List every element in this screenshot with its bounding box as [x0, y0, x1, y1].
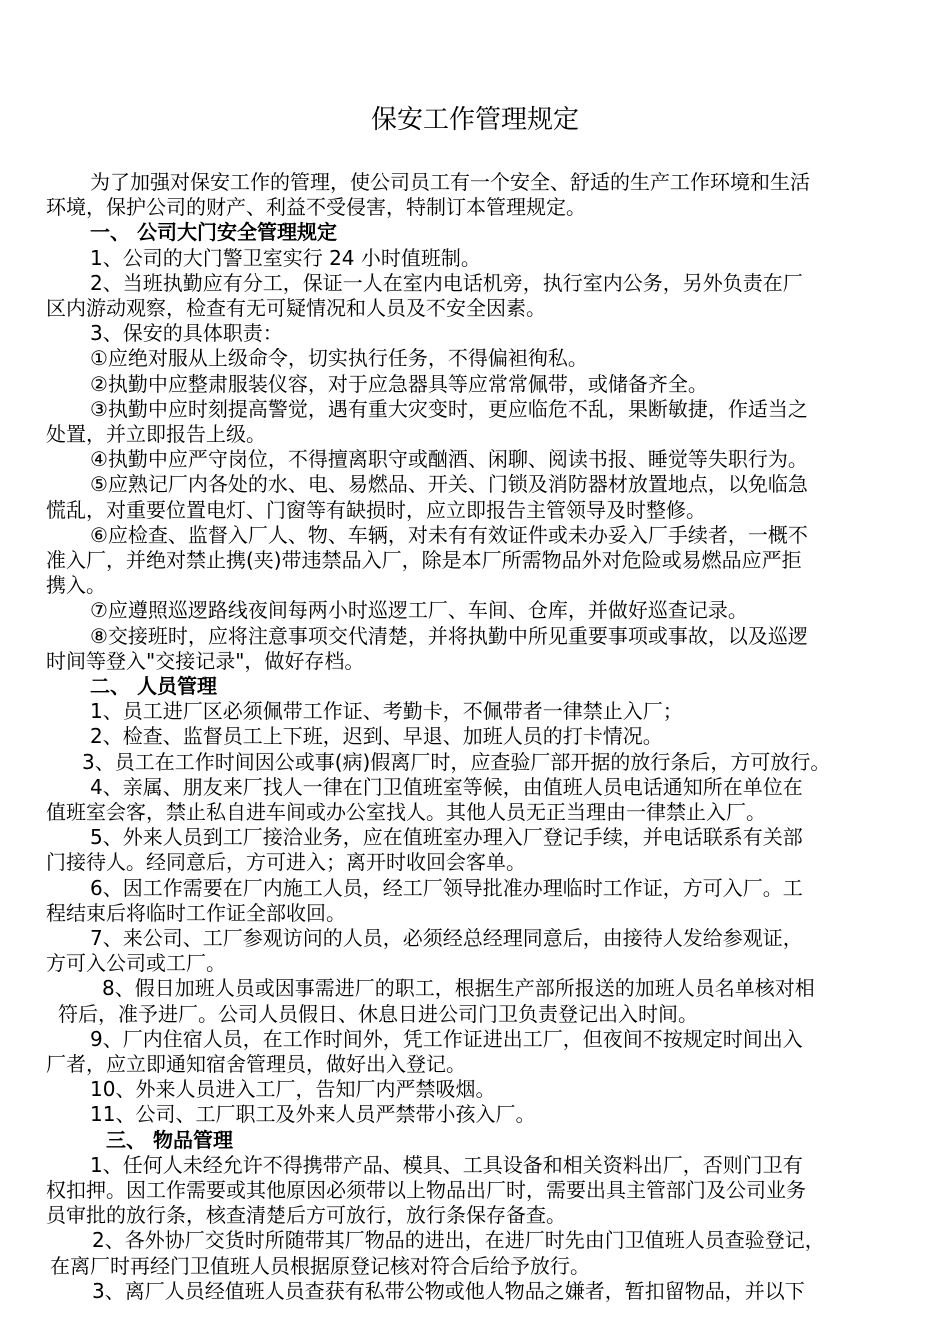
- text-line: 3、员工在工作时间因公或事(病)假离厂时，应查验厂部开据的放行条后，方可放行。: [82, 749, 831, 774]
- text-line: 程结束后将临时工作证全部收回。: [46, 900, 346, 925]
- text-line: ①应绝对服从上级命令，切实执行任务，不得偏袒徇私。: [90, 346, 588, 371]
- text-line: 携入。: [46, 573, 106, 598]
- text-line: ②执勤中应整肃服装仪容，对于应急器具等应常常佩带，或储备齐全。: [90, 371, 708, 396]
- text-line: 1、任何人未经允许不得携带产品、模具、工具设备和相关资料出厂，否则门卫有: [90, 1152, 803, 1177]
- text-line: 符后，准予进厂。公司人员假日、休息日进公司门卫负责登记出入时间。: [58, 1001, 698, 1026]
- text-line: ⑦应遵照巡逻路线夜间每两小时巡逻工厂、车间、仓库，并做好巡查记录。: [90, 598, 748, 623]
- document-title: 保安工作管理规定: [370, 105, 579, 135]
- text-line: 处置，并立即报告上级。: [46, 422, 266, 446]
- text-line: 门接待人。经同意后，方可进入；离开时收回会客单。: [46, 850, 526, 875]
- text-line: 7、来公司、工厂参观访问的人员，必须经总经理同意后，由接待人发给参观证，: [90, 926, 803, 950]
- text-line: 时间等登入"交接记录"，做好存档。: [46, 648, 365, 673]
- text-line: 慌乱，对重要位置电灯、门窗等有缺损时，应立即报告主管领导及时整修。: [46, 497, 706, 522]
- text-line: 环境，保护公司的财产、利益不受侵害，特制订本管理规定。: [46, 195, 586, 220]
- text-line: 3、保安的具体职责：: [90, 321, 283, 346]
- text-line: ⑥应检查、监督入厂人、物、车辆，对未有有效证件或未办妥入厂手续者，一概不: [90, 522, 808, 547]
- text-line: 11、公司、工厂职工及外来人员严禁带小孩入厂。: [90, 1102, 536, 1127]
- text-line: 方可入公司或工厂。: [46, 951, 226, 976]
- text-line: 5、外来人员到工厂接洽业务，应在值班室办理入厂登记手续，并电话联系有关部: [90, 825, 803, 850]
- section-heading: 一、 公司大门安全管理规定: [90, 220, 337, 245]
- text-line: 在离厂时再经门卫值班人员根据原登记核对符合后给予放行。: [50, 1253, 590, 1278]
- text-line: 1、员工进厂区必须佩带工作证、考勤卡，不佩带者一律禁止入厂；: [90, 699, 683, 724]
- text-line: 为了加强对保安工作的管理，使公司员工有一个安全、舒适的生产工作环境和生活: [90, 170, 810, 194]
- text-line: 4、亲属、朋友来厂找人一律在门卫值班室等候，由值班人员电话通知所在单位在: [90, 774, 803, 799]
- section-heading: 三、 物品管理: [106, 1127, 233, 1152]
- text-line: 准入厂，并绝对禁止携(夹)带违禁品入厂，除是本厂所需物品外对危险或易燃品应严拒: [46, 548, 802, 572]
- text-line: 区内游动观察，检查有无可疑情况和人员及不安全因素。: [46, 296, 546, 320]
- text-line: 2、当班执勤应有分工，保证一人在室内电话机旁，执行室内公务，另外负责在厂: [90, 270, 803, 295]
- text-line: 员审批的放行条，核查清楚后方可放行，放行条保存备查。: [46, 1203, 566, 1228]
- text-line: 2、检查、监督员工上下班，迟到、早退、加班人员的打卡情况。: [90, 724, 663, 749]
- text-line: 权扣押。因工作需要或其他原因必须带以上物品出厂时，需要出具主管部门及公司业务: [46, 1178, 806, 1202]
- section-heading: 二、 人员管理: [90, 674, 217, 698]
- text-line: 厂者，应立即通知宿舍管理员，做好出入登记。: [46, 1052, 466, 1076]
- text-line: 2、各外协厂交货时所随带其厂物品的进出，在进厂时先由门卫值班人员查验登记，: [92, 1228, 825, 1253]
- text-line: ⑧交接班时，应将注意事项交代清楚，并将执勤中所见重要事项或事故，以及巡逻: [90, 623, 808, 648]
- text-line: ⑤应熟记厂内各处的水、电、易燃品、开关、门锁及消防器材放置地点，以免临急: [90, 472, 808, 497]
- text-line: 1、公司的大门警卫室实行 24 小时值班制。: [90, 245, 481, 270]
- text-line: 6、因工作需要在厂内施工人员，经工厂领导批准办理临时工作证，方可入厂。工: [90, 875, 803, 900]
- text-line: 值班室会客，禁止私自进车间或办公室找人。其他人员无正当理由一律禁止入厂。: [46, 800, 766, 824]
- text-line: 10、外来人员进入工厂，告知厂内严禁吸烟。: [90, 1077, 496, 1102]
- text-line: ③执勤中应时刻提高警觉，遇有重大灾变时，更应临危不乱，果断敏捷，作适当之: [90, 396, 808, 421]
- text-line: 3、离厂人员经值班人员查获有私带公物或他人物品之嫌者，暂扣留物品，并以下: [92, 1278, 805, 1303]
- text-line: 8、假日加班人员或因事需进厂的职工，根据生产部所报送的加班人员名单核对相: [102, 976, 815, 1001]
- text-line: ④执勤中应严守岗位，不得擅离职守或酗酒、闲聊、阅读书报、睡觉等失职行为。: [90, 447, 808, 472]
- text-line: 9、厂内住宿人员，在工作时间外，凭工作证进出工厂，但夜间不按规定时间出入: [90, 1026, 803, 1051]
